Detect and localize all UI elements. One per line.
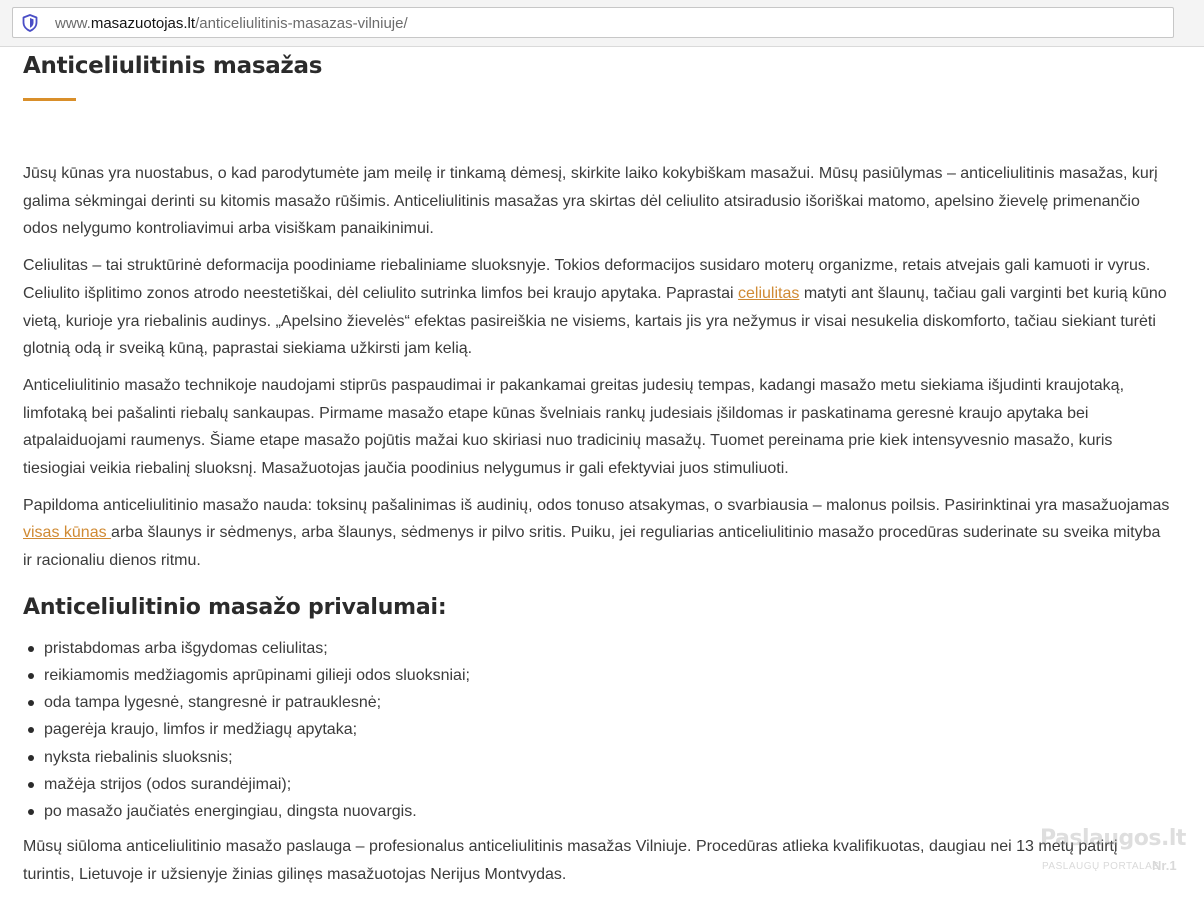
paragraph-benefit bbox=[23, 492, 1173, 575]
paragraph-closing: Mūsų siūloma anticeliulitinio masažo paslauga – profesionalus anticeliulitinis masažas Vilniuje. Procedūras atlieka kvalifikuotas, daugiau nei 13 metų patirtį turintis, Lietuvoje ir užsienyje žinias gilinęs masažuotojas Nerijus Montvydas. bbox=[23, 838, 1118, 883]
list-item bbox=[23, 716, 1173, 743]
list-item-text: pristabdomas arba išgydomas celiulitas; bbox=[44, 639, 328, 657]
bullet-icon bbox=[28, 782, 34, 788]
paragraph-cellulite bbox=[23, 252, 1173, 363]
paragraph-text: matyti ant šlaunų, tačiau gali varginti bet kurią kūno vietą, kurioje yra riebalinis audinys. „Apelsino žievelės“ efektas pasireiškia ne visiems, kartais jis yra nežymus ir visai nesukelia diskomforto, tačiau siekiant turėti glotnią odą ir sveiką kūną, paprastai siekiama užkirsti jam kelią. bbox=[23, 284, 1167, 358]
url-domain: masazuotojas.lt bbox=[90, 15, 196, 32]
bullet-icon bbox=[28, 755, 34, 761]
url-text[interactable] bbox=[55, 15, 408, 32]
list-item-text: po masažo jaučiatės energingiau, dingsta nuovargis. bbox=[44, 803, 417, 821]
list-item-text: nyksta riebalinis sluoksnis; bbox=[44, 748, 233, 766]
link-visas-kunas[interactable]: visas kūnas bbox=[23, 524, 112, 542]
list-item bbox=[23, 798, 1173, 825]
paragraph-text: Celiulitas – tai struktūrinė deformacija poodiniame riebaliniame sluoksnyje. Tokios deformacijos susidaro moterų organizme, retais atvejais gali kamuoti ir vyrus. Celiulito išplitimo zonos atrodo neestetiškai, dėl celiulito sutrinka limfos bei kraujo apytaka. Paprastai bbox=[23, 257, 1151, 302]
paragraph-technique: Anticeliulitinio masažo technikoje naudojami stiprūs paspaudimai ir pakankamai greitas judesių tempas, kadangi masažo metu siekiama išjudinti kraujotaką, limfotaką bei pašalinti riebalų sankaupas. Pirmame masažo etape kūnas švelniais rankų judesiais įšildomas ir paskatinama geresnė kraujo apytaka bei atpalaiduojami raumenys. Šiame etape masažo pojūtis mažai kuo skiriasi nuo tradicinių masažų. Tuomet pereinama prie kiek intensyvesnio masažo, kuris tiesiogiai veikia riebalinį sluoksnį. Masažuotojas jaučia poodinius nelygumus ir gali efektyviai juos stimuliuoti. bbox=[23, 376, 1125, 478]
address-bar[interactable] bbox=[12, 7, 1174, 38]
page-title: Anticeliulitinis masažas bbox=[23, 53, 323, 79]
paragraph-intro: Jūsų kūnas yra nuostabus, o kad parodytumėte jam meilę ir tinkamą dėmesį, skirkite laiko kokybiškam masažui. Mūsų pasiūlymas – anticeliulitinis masažas, kurį galima sėkmingai derinti su kitomis masažo rūšimis. Anticeliulitinis masažas yra skirtas dėl celiulito atsiradusio išoriškai matomo, apelsino žievelę primenančio odos nelygumo kontroliavimui arba visiškam panaikinimui. bbox=[23, 165, 1158, 238]
bullet-icon bbox=[28, 673, 34, 679]
article-body bbox=[23, 160, 1173, 898]
paragraph-text: Papildoma anticeliulitinio masažo nauda: toksinų pašalinimas iš audinių, odos tonuso atsakymas, o svarbiausia – malonus poilsis. Pasirinktinai yra masažuojamas bbox=[23, 496, 1170, 514]
paragraph-text: arba šlaunys ir sėdmenys, arba šlaunys, sėdmenys ir pilvo sritis. Puiku, jei reguliarias anticeliulitinio masažo procedūras suderinate su sveika mityba ir racionaliu dienos ritmu. bbox=[23, 524, 1161, 570]
watermark-brand: Paslaugos.lt bbox=[1040, 826, 1186, 851]
list-item bbox=[23, 635, 1173, 662]
shield-icon[interactable] bbox=[22, 14, 38, 32]
list-item bbox=[23, 689, 1173, 716]
bullet-icon bbox=[28, 727, 34, 733]
list-item-text: pagerėja kraujo, limfos ir medžiagų apytaka; bbox=[44, 721, 358, 739]
browser-toolbar bbox=[0, 0, 1204, 47]
list-item bbox=[23, 744, 1173, 771]
list-item bbox=[23, 662, 1173, 689]
watermark-number: Nr.1 bbox=[1152, 858, 1177, 873]
list-item-text: oda tampa lygesnė, stangresnė ir patrauklesnė; bbox=[44, 694, 382, 712]
watermark-subtitle: PASLAUGŲ PORTALAS bbox=[1042, 861, 1160, 872]
list-item-text: reikiamomis medžiagomis aprūpinami gilieji odos sluoksniai; bbox=[44, 667, 470, 685]
url-path: /anticeliulitinis-masazas-vilniuje/ bbox=[195, 15, 408, 32]
list-item bbox=[23, 771, 1173, 798]
bullet-icon bbox=[28, 809, 34, 815]
benefits-list bbox=[23, 635, 1173, 825]
benefits-heading: Anticeliulitinio masažo privalumai: bbox=[23, 594, 447, 620]
bullet-icon bbox=[28, 646, 34, 652]
url-prefix: www. bbox=[55, 15, 91, 32]
list-item-text: mažėja strijos (odos surandėjimai); bbox=[44, 775, 292, 793]
title-underline bbox=[23, 98, 76, 101]
link-celiulitas[interactable]: celiulitas bbox=[738, 284, 800, 302]
bullet-icon bbox=[28, 700, 34, 706]
